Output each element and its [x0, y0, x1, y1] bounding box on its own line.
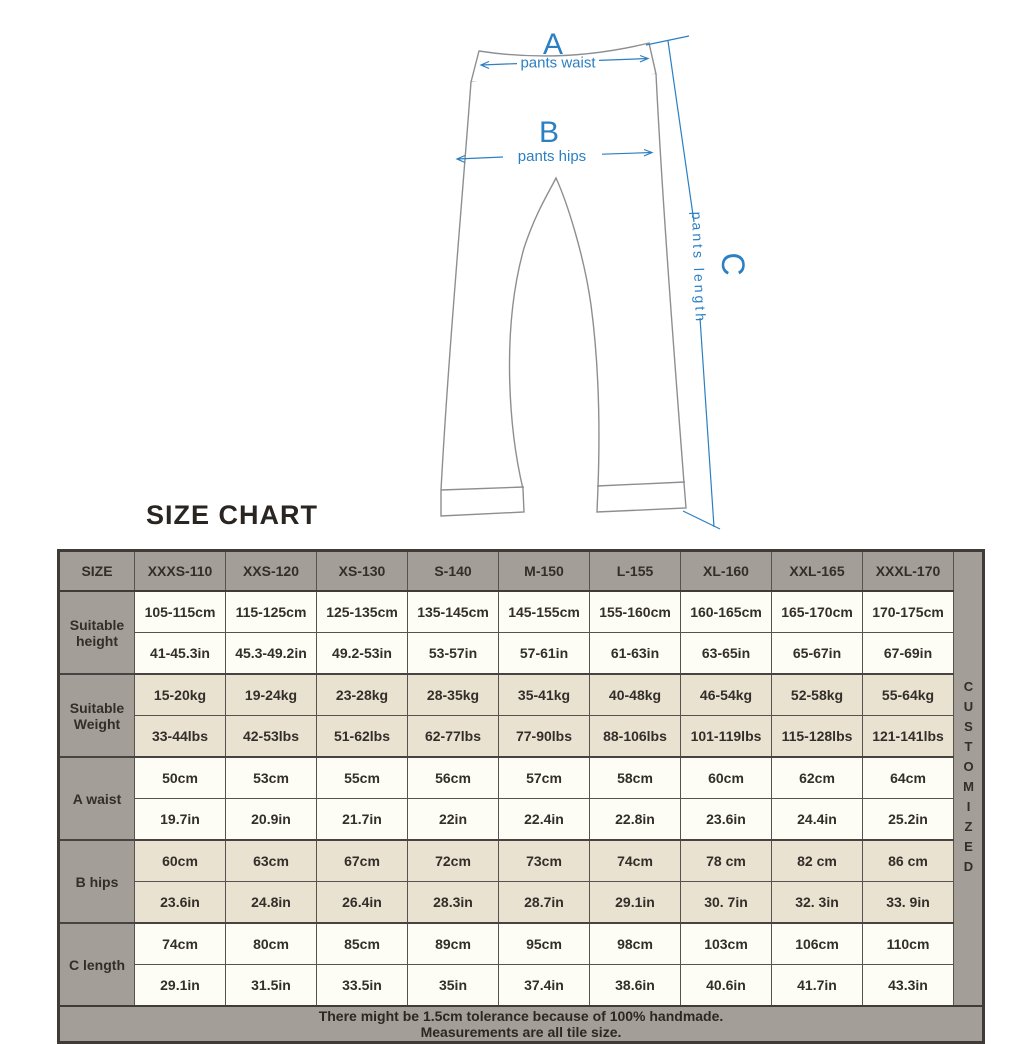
row-label-b-hips: B hips: [59, 840, 135, 923]
table-cell: 21.7in: [317, 799, 408, 841]
customized-side-label: [954, 551, 984, 1007]
table-cell: 46-54kg: [681, 674, 772, 716]
column-header: XXS-120: [226, 551, 317, 592]
column-header: XL-160: [681, 551, 772, 592]
column-header: M-150: [499, 551, 590, 592]
table-cell: 74cm: [590, 840, 681, 882]
table-cell: 105-115cm: [135, 591, 226, 633]
table-row: [59, 591, 984, 633]
table-cell: 49.2-53in: [317, 633, 408, 675]
table-cell: 86 cm: [863, 840, 954, 882]
table-cell: 51-62lbs: [317, 716, 408, 758]
tolerance-note: [59, 1006, 984, 1043]
table-cell: 165-170cm: [772, 591, 863, 633]
column-header: S-140: [408, 551, 499, 592]
table-row: [59, 965, 984, 1007]
page-title: SIZE CHART: [146, 500, 318, 530]
table-cell: 38.6in: [590, 965, 681, 1007]
table-cell: 42-53lbs: [226, 716, 317, 758]
table-cell: 52-58kg: [772, 674, 863, 716]
table-cell: 60cm: [135, 840, 226, 882]
table-cell: 40-48kg: [590, 674, 681, 716]
table-row: [59, 716, 984, 758]
table-cell: 41-45.3in: [135, 633, 226, 675]
table-cell: 32. 3in: [772, 882, 863, 924]
tolerance-note-line2: Measurements are all tile size.: [420, 1024, 622, 1040]
table-cell: 50cm: [135, 757, 226, 799]
table-cell: 29.1in: [590, 882, 681, 924]
table-cell: 57-61in: [499, 633, 590, 675]
table-cell: 82 cm: [772, 840, 863, 882]
table-row: [59, 799, 984, 841]
row-label-suitable-height: Suitable height: [59, 591, 135, 674]
table-cell: 31.5in: [226, 965, 317, 1007]
column-header: L-155: [590, 551, 681, 592]
table-cell: 33-44lbs: [135, 716, 226, 758]
table-cell: 115-128lbs: [772, 716, 863, 758]
header-row: [59, 551, 984, 592]
table-cell: 78 cm: [681, 840, 772, 882]
table-cell: 22.8in: [590, 799, 681, 841]
table-cell: 37.4in: [499, 965, 590, 1007]
table-cell: 24.4in: [772, 799, 863, 841]
size-chart-table: [57, 549, 985, 1044]
table-row: [59, 633, 984, 675]
row-label-a-waist: A waist: [59, 757, 135, 840]
column-header: XXXS-110: [135, 551, 226, 592]
pants-outline: [441, 43, 686, 516]
table-cell: 77-90lbs: [499, 716, 590, 758]
table-cell: 25.2in: [863, 799, 954, 841]
dimension-b-label: B: [538, 116, 560, 149]
table-cell: 98cm: [590, 923, 681, 965]
table-cell: 58cm: [590, 757, 681, 799]
column-header: XS-130: [317, 551, 408, 592]
table-cell: 20.9in: [226, 799, 317, 841]
dimension-a-label: A: [542, 28, 564, 61]
table-row: [59, 840, 984, 882]
table-cell: 35in: [408, 965, 499, 1007]
table-cell: 53cm: [226, 757, 317, 799]
table-row: [59, 674, 984, 716]
table-cell: 64cm: [863, 757, 954, 799]
table-row: [59, 923, 984, 965]
table-cell: 60cm: [681, 757, 772, 799]
table-cell: 125-135cm: [317, 591, 408, 633]
table-cell: 88-106lbs: [590, 716, 681, 758]
table-cell: 35-41kg: [499, 674, 590, 716]
table-cell: 95cm: [499, 923, 590, 965]
table-cell: 55cm: [317, 757, 408, 799]
pants-legs: [441, 74, 686, 516]
table-cell: 61-63in: [590, 633, 681, 675]
table-cell: 115-125cm: [226, 591, 317, 633]
table-cell: 28.7in: [499, 882, 590, 924]
column-header-size: SIZE: [59, 551, 135, 592]
row-label-suitable-weight: Suitable Weight: [59, 674, 135, 757]
footer-row: [59, 1006, 984, 1043]
table-cell: 28-35kg: [408, 674, 499, 716]
table-cell: 56cm: [408, 757, 499, 799]
table-cell: 53-57in: [408, 633, 499, 675]
table-cell: 62-77lbs: [408, 716, 499, 758]
table-cell: 23.6in: [681, 799, 772, 841]
table-row: [59, 882, 984, 924]
dimension-b-caption: pants hips: [517, 148, 587, 165]
table-cell: 121-141lbs: [863, 716, 954, 758]
table-cell: 55-64kg: [863, 674, 954, 716]
table-cell: 63cm: [226, 840, 317, 882]
table-cell: 33.5in: [317, 965, 408, 1007]
table-cell: 33. 9in: [863, 882, 954, 924]
table-cell: 106cm: [772, 923, 863, 965]
table-cell: 170-175cm: [863, 591, 954, 633]
table-cell: 101-119lbs: [681, 716, 772, 758]
table-cell: 80cm: [226, 923, 317, 965]
table-cell: 29.1in: [135, 965, 226, 1007]
table-cell: 40.6in: [681, 965, 772, 1007]
table-cell: 19-24kg: [226, 674, 317, 716]
dimension-a-caption: pants waist: [520, 54, 596, 72]
table-cell: 23-28kg: [317, 674, 408, 716]
table-cell: 28.3in: [408, 882, 499, 924]
table-cell: 74cm: [135, 923, 226, 965]
table-cell: 24.8in: [226, 882, 317, 924]
table-cell: 15-20kg: [135, 674, 226, 716]
table-cell: 19.7in: [135, 799, 226, 841]
table-cell: 85cm: [317, 923, 408, 965]
table-cell: 67cm: [317, 840, 408, 882]
table-cell: 22.4in: [499, 799, 590, 841]
table-cell: 63-65in: [681, 633, 772, 675]
tolerance-note-line1: There might be 1.5cm tolerance because of 100% handmade.: [318, 1008, 724, 1024]
table-cell: 22in: [408, 799, 499, 841]
table-cell: 89cm: [408, 923, 499, 965]
table-cell: 41.7in: [772, 965, 863, 1007]
table-cell: 73cm: [499, 840, 590, 882]
table-cell: 110cm: [863, 923, 954, 965]
table-cell: 135-145cm: [408, 591, 499, 633]
table-cell: 160-165cm: [681, 591, 772, 633]
dimension-c-label: C: [715, 252, 751, 276]
table-cell: 26.4in: [317, 882, 408, 924]
table-cell: 45.3-49.2in: [226, 633, 317, 675]
table-cell: 62cm: [772, 757, 863, 799]
table-row: [59, 757, 984, 799]
table-cell: 65-67in: [772, 633, 863, 675]
table-cell: 43.3in: [863, 965, 954, 1007]
dimension-c-caption: pants length: [689, 211, 709, 325]
column-header: XXXL-170: [863, 551, 954, 592]
table-cell: 155-160cm: [590, 591, 681, 633]
table-cell: 103cm: [681, 923, 772, 965]
table-cell: 67-69in: [863, 633, 954, 675]
row-label-c-length: C length: [59, 923, 135, 1006]
column-header: XXL-165: [772, 551, 863, 592]
table-cell: 23.6in: [135, 882, 226, 924]
table-cell: 145-155cm: [499, 591, 590, 633]
table-cell: 30. 7in: [681, 882, 772, 924]
table-cell: 57cm: [499, 757, 590, 799]
customized-text: CUSTOMIZED: [961, 678, 976, 879]
table-cell: 72cm: [408, 840, 499, 882]
